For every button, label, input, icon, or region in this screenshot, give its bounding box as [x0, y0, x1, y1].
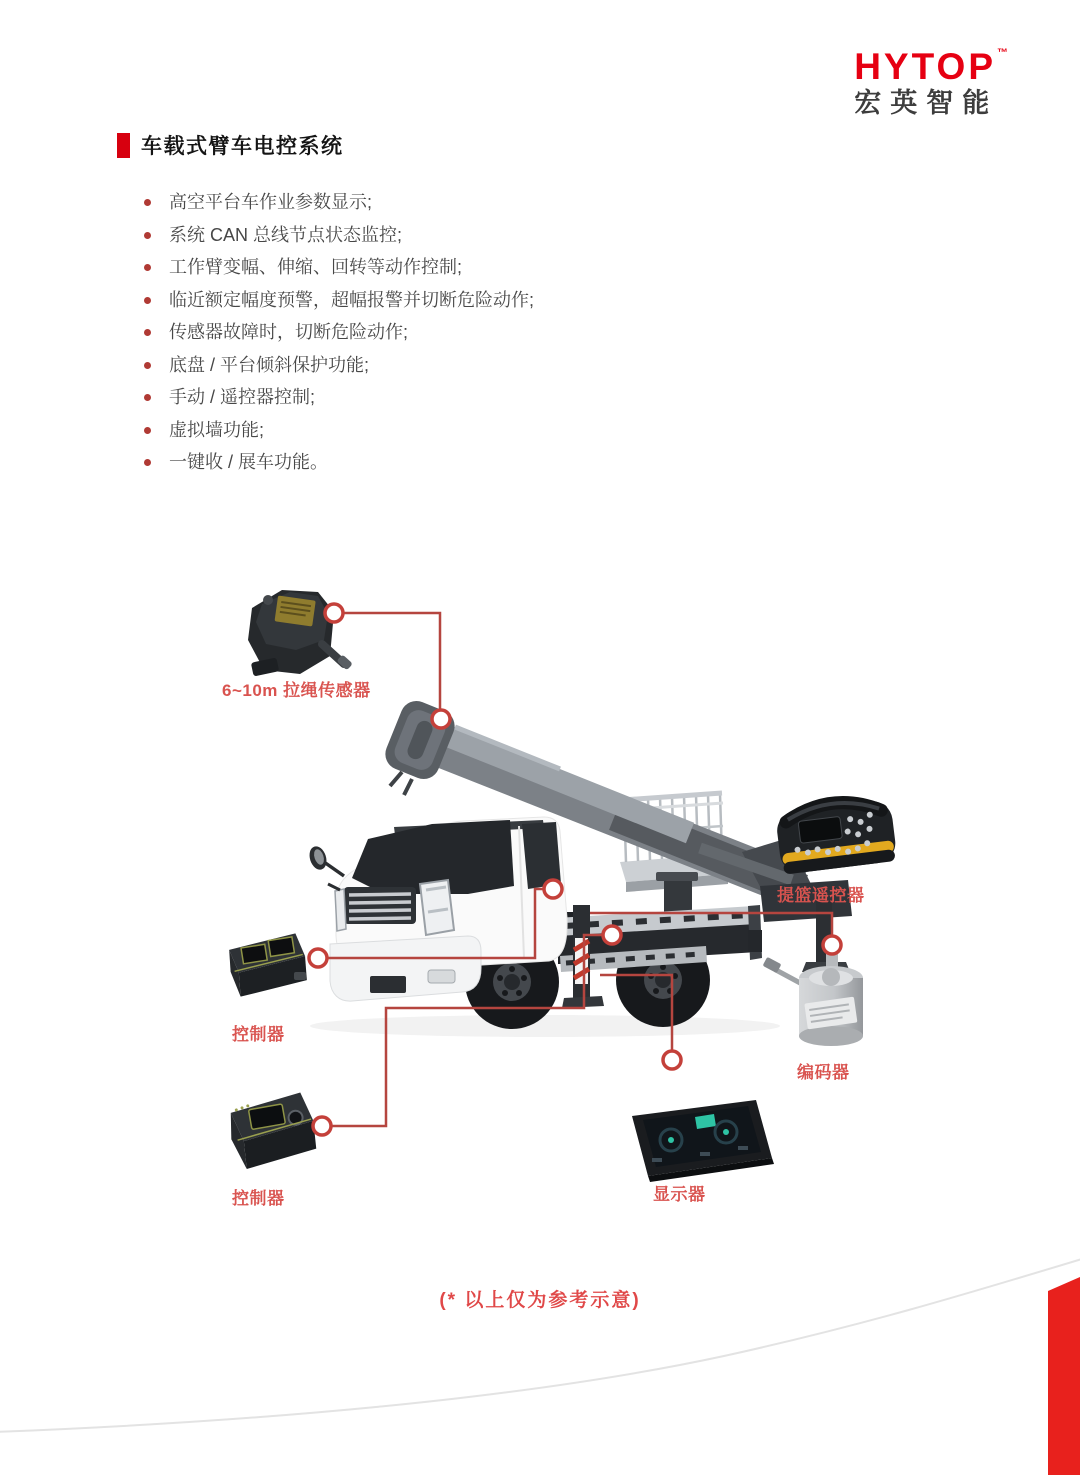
feature-item: 底盘 / 平台倾斜保护功能;: [141, 349, 534, 382]
controller-bottom-image: [225, 1091, 319, 1171]
truck-illustration: [307, 696, 852, 1029]
feature-list: [141, 186, 534, 479]
connector-point: [309, 949, 327, 967]
truck-shadow: [310, 1015, 780, 1037]
controller-top-image: [226, 932, 310, 997]
brand-chinese-name: 宏英智能: [854, 88, 999, 118]
trademark-symbol: ™: [997, 47, 1008, 59]
section-title: [117, 130, 344, 160]
label-encoder: 编码器: [797, 1063, 850, 1082]
connector-point: [663, 1051, 681, 1069]
connector-point: [544, 880, 562, 898]
remote-image: [775, 796, 898, 875]
label-controller-top: 控制器: [232, 1025, 285, 1044]
label-rope-sensor: 6~10m 拉绳传感器: [222, 681, 371, 700]
feature-item: 一键收 / 展车功能。: [141, 446, 534, 479]
connector-point: [325, 604, 343, 622]
page-title: 车载式臂车电控系统: [141, 135, 344, 158]
label-display: 显示器: [653, 1185, 706, 1204]
feature-item: 手动 / 遥控器控制;: [141, 381, 534, 414]
feature-item: 工作臂变幅、伸缩、回转等动作控制;: [141, 251, 534, 284]
connector-point: [313, 1117, 331, 1135]
display-image: [632, 1100, 774, 1182]
title-accent-bar: [117, 133, 130, 158]
feature-item: 传感器故障时，切断危险动作;: [141, 316, 534, 349]
connector-point: [432, 710, 450, 728]
feature-item: 高空平台车作业参数显示;: [141, 186, 534, 219]
feature-item: 虚拟墙功能;: [141, 414, 534, 447]
label-controller-bottom: 控制器: [232, 1189, 285, 1208]
feature-item: 临近额定幅度预警，超幅报警并切断危险动作;: [141, 284, 534, 317]
label-basket-remote: 提篮遥控器: [777, 886, 865, 905]
connector-point: [823, 936, 841, 954]
feature-item: 系统 CAN 总线节点状态监控;: [141, 219, 534, 252]
brand-logo: [854, 48, 1008, 117]
brand-wordmark: HYTOP: [854, 46, 996, 87]
connector-point: [603, 926, 621, 944]
reference-footnote: (* 以上仅为参考示意): [439, 1290, 641, 1311]
